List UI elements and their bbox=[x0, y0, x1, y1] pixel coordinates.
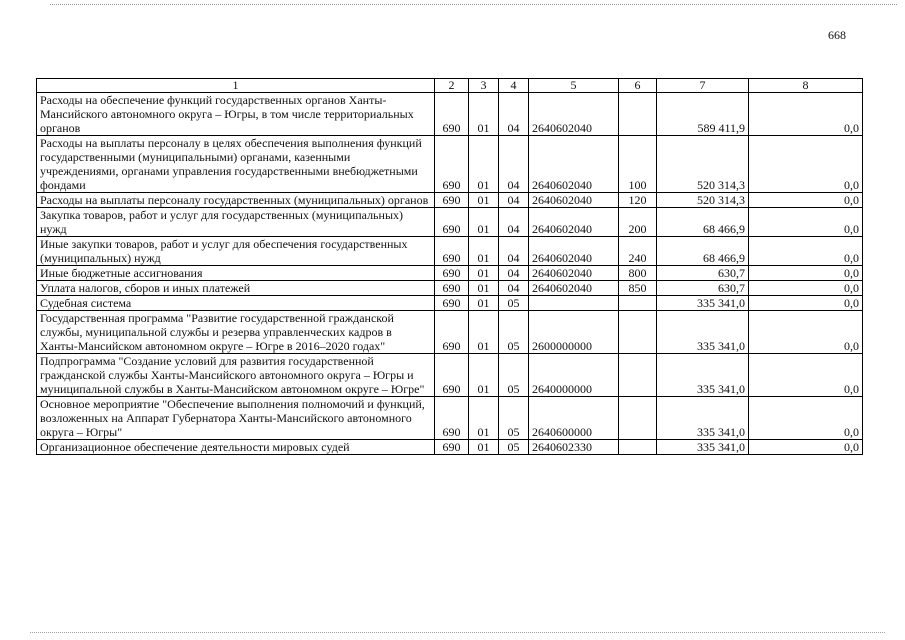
row-name-cell: Закупка товаров, работ и услуг для государственных (муниципальных) нужд bbox=[37, 208, 435, 237]
page-number: 668 bbox=[828, 28, 846, 42]
row-amount-cell: 589 411,9 bbox=[657, 93, 749, 136]
row-target-article-cell: 2640602040 bbox=[529, 266, 619, 281]
row-amount-cell: 520 314,3 bbox=[657, 136, 749, 193]
table-row bbox=[37, 193, 863, 208]
row-target-article-cell: 2640602040 bbox=[529, 193, 619, 208]
row-amount-cell: 520 314,3 bbox=[657, 193, 749, 208]
row-name-cell: Основное мероприятие "Обеспечение выполнения полномочий и функций, возложенных на Аппарат Губернатора Ханты-Мансийского автономного округа – Югры" bbox=[37, 397, 435, 440]
table-row bbox=[37, 354, 863, 397]
header-cell-8: 8 bbox=[749, 79, 863, 93]
row-section-cell: 01 bbox=[469, 354, 499, 397]
row-name-cell: Расходы на выплаты персоналу государственных (муниципальных) органов bbox=[37, 193, 435, 208]
row-name-cell: Государственная программа "Развитие государственной гражданской службы, муниципальной службы и резерва управленческих кадров в Ханты-Мансийском автономном округе – Югре в 2016–2020 годах" bbox=[37, 311, 435, 354]
row-subsection-cell: 05 bbox=[499, 311, 529, 354]
row-target-article-cell: 2640602040 bbox=[529, 208, 619, 237]
row-subventions-cell: 0,0 bbox=[749, 93, 863, 136]
row-expense-type-cell: 120 bbox=[619, 193, 657, 208]
row-subventions-cell: 0,0 bbox=[749, 354, 863, 397]
row-subventions-cell: 0,0 bbox=[749, 208, 863, 237]
row-subsection-cell: 05 bbox=[499, 354, 529, 397]
row-amount-cell: 630,7 bbox=[657, 266, 749, 281]
row-name-cell: Иные бюджетные ассигнования bbox=[37, 266, 435, 281]
row-subventions-cell: 0,0 bbox=[749, 296, 863, 311]
row-expense-type-cell: 800 bbox=[619, 266, 657, 281]
table-row bbox=[37, 93, 863, 136]
row-subsection-cell: 04 bbox=[499, 208, 529, 237]
row-name-cell: Расходы на выплаты персоналу в целях обеспечения выполнения функций государственными (муниципальными) органами, казенными учреждениями, органами управления государственными внебюджетными фондами bbox=[37, 136, 435, 193]
row-section-cell: 01 bbox=[469, 93, 499, 136]
row-expense-type-cell bbox=[619, 440, 657, 455]
row-section-cell: 01 bbox=[469, 296, 499, 311]
table-row bbox=[37, 237, 863, 266]
row-subventions-cell: 0,0 bbox=[749, 440, 863, 455]
row-target-article-cell: 2640602040 bbox=[529, 237, 619, 266]
table-row bbox=[37, 296, 863, 311]
row-subsection-cell: 05 bbox=[499, 440, 529, 455]
row-expense-type-cell bbox=[619, 397, 657, 440]
row-amount-cell: 68 466,9 bbox=[657, 208, 749, 237]
row-amount-cell: 335 341,0 bbox=[657, 397, 749, 440]
row-name-cell: Организационное обеспечение деятельности мировых судей bbox=[37, 440, 435, 455]
row-section-cell: 01 bbox=[469, 281, 499, 296]
row-ved-cell: 690 bbox=[435, 266, 469, 281]
row-expense-type-cell bbox=[619, 311, 657, 354]
row-subsection-cell: 04 bbox=[499, 237, 529, 266]
row-target-article-cell: 2640602330 bbox=[529, 440, 619, 455]
header-cell-1: 1 bbox=[37, 79, 435, 93]
row-target-article-cell: 2640602040 bbox=[529, 93, 619, 136]
row-section-cell: 01 bbox=[469, 237, 499, 266]
row-ved-cell: 690 bbox=[435, 311, 469, 354]
row-expense-type-cell: 240 bbox=[619, 237, 657, 266]
row-expense-type-cell: 200 bbox=[619, 208, 657, 237]
row-name-cell: Судебная система bbox=[37, 296, 435, 311]
row-ved-cell: 690 bbox=[435, 93, 469, 136]
row-section-cell: 01 bbox=[469, 136, 499, 193]
row-subsection-cell: 04 bbox=[499, 136, 529, 193]
budget-table bbox=[36, 78, 863, 455]
header-cell-4: 4 bbox=[499, 79, 529, 93]
row-section-cell: 01 bbox=[469, 440, 499, 455]
row-expense-type-cell bbox=[619, 296, 657, 311]
row-ved-cell: 690 bbox=[435, 208, 469, 237]
row-target-article-cell: 2640602040 bbox=[529, 281, 619, 296]
row-subventions-cell: 0,0 bbox=[749, 281, 863, 296]
row-amount-cell: 68 466,9 bbox=[657, 237, 749, 266]
row-name-cell: Уплата налогов, сборов и иных платежей bbox=[37, 281, 435, 296]
scan-edge-bottom bbox=[30, 632, 885, 633]
row-amount-cell: 335 341,0 bbox=[657, 440, 749, 455]
table-row bbox=[37, 311, 863, 354]
table-row bbox=[37, 281, 863, 296]
row-section-cell: 01 bbox=[469, 311, 499, 354]
header-row bbox=[37, 79, 863, 93]
row-name-cell: Подпрограмма "Создание условий для развития государственной гражданской службы Ханты-Мансийского автономного округа – Югры и муниципальной службы в Ханты-Мансийском автономном округе – Югре" bbox=[37, 354, 435, 397]
row-subsection-cell: 04 bbox=[499, 193, 529, 208]
row-ved-cell: 690 bbox=[435, 281, 469, 296]
header-cell-5: 5 bbox=[529, 79, 619, 93]
row-ved-cell: 690 bbox=[435, 296, 469, 311]
row-section-cell: 01 bbox=[469, 397, 499, 440]
row-subventions-cell: 0,0 bbox=[749, 311, 863, 354]
row-target-article-cell bbox=[529, 296, 619, 311]
row-ved-cell: 690 bbox=[435, 237, 469, 266]
row-ved-cell: 690 bbox=[435, 136, 469, 193]
row-target-article-cell: 2600000000 bbox=[529, 311, 619, 354]
row-ved-cell: 690 bbox=[435, 193, 469, 208]
row-subventions-cell: 0,0 bbox=[749, 193, 863, 208]
table-row bbox=[37, 136, 863, 193]
table-header bbox=[37, 79, 863, 93]
row-target-article-cell: 2640600000 bbox=[529, 397, 619, 440]
row-ved-cell: 690 bbox=[435, 440, 469, 455]
row-expense-type-cell: 850 bbox=[619, 281, 657, 296]
row-name-cell: Расходы на обеспечение функций государственных органов Ханты-Мансийского автономного округа – Югры, в том числе территориальных органов bbox=[37, 93, 435, 136]
table-body bbox=[37, 93, 863, 455]
row-section-cell: 01 bbox=[469, 208, 499, 237]
row-subventions-cell: 0,0 bbox=[749, 237, 863, 266]
table-row bbox=[37, 208, 863, 237]
row-amount-cell: 335 341,0 bbox=[657, 354, 749, 397]
row-section-cell: 01 bbox=[469, 266, 499, 281]
row-ved-cell: 690 bbox=[435, 354, 469, 397]
row-ved-cell: 690 bbox=[435, 397, 469, 440]
row-subsection-cell: 05 bbox=[499, 296, 529, 311]
table-row bbox=[37, 266, 863, 281]
header-cell-6: 6 bbox=[619, 79, 657, 93]
header-cell-7: 7 bbox=[657, 79, 749, 93]
row-target-article-cell: 2640602040 bbox=[529, 136, 619, 193]
row-subventions-cell: 0,0 bbox=[749, 266, 863, 281]
table-row bbox=[37, 440, 863, 455]
row-expense-type-cell: 100 bbox=[619, 136, 657, 193]
table-row bbox=[37, 397, 863, 440]
row-target-article-cell: 2640000000 bbox=[529, 354, 619, 397]
row-subventions-cell: 0,0 bbox=[749, 136, 863, 193]
row-amount-cell: 630,7 bbox=[657, 281, 749, 296]
row-subsection-cell: 04 bbox=[499, 266, 529, 281]
scan-edge-top bbox=[50, 4, 897, 5]
row-amount-cell: 335 341,0 bbox=[657, 296, 749, 311]
row-subsection-cell: 04 bbox=[499, 93, 529, 136]
row-subsection-cell: 05 bbox=[499, 397, 529, 440]
row-expense-type-cell bbox=[619, 354, 657, 397]
row-section-cell: 01 bbox=[469, 193, 499, 208]
header-cell-3: 3 bbox=[469, 79, 499, 93]
row-name-cell: Иные закупки товаров, работ и услуг для обеспечения государственных (муниципальных) нужд bbox=[37, 237, 435, 266]
row-subventions-cell: 0,0 bbox=[749, 397, 863, 440]
header-cell-2: 2 bbox=[435, 79, 469, 93]
row-subsection-cell: 04 bbox=[499, 281, 529, 296]
row-amount-cell: 335 341,0 bbox=[657, 311, 749, 354]
row-expense-type-cell bbox=[619, 93, 657, 136]
